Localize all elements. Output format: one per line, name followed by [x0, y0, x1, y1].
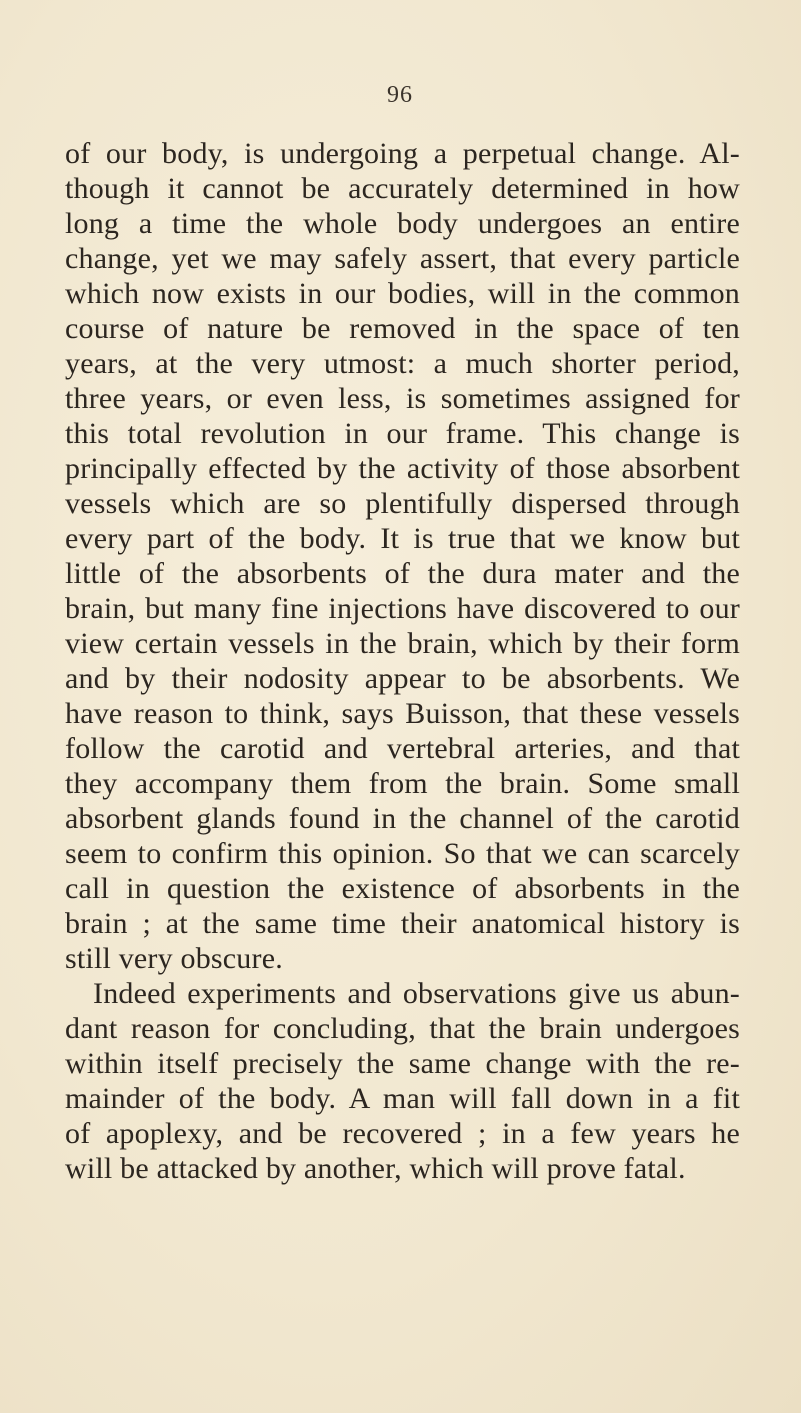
- text-line: call in question the existence of absorbents in the: [65, 872, 740, 905]
- text-line: little of the absorbents of the dura mater and the: [65, 557, 740, 590]
- text-line: and by their nodosity appear to be absorbents. We: [65, 662, 740, 695]
- text-line: have reason to think, says Buisson, that these vessels: [65, 697, 740, 730]
- text-line: Indeed experiments and observations give us abun-: [93, 977, 740, 1010]
- text-line: still very obscure.: [65, 942, 283, 975]
- text-line: which now exists in our bodies, will in the common: [65, 277, 740, 310]
- text-line: long a time the whole body undergoes an entire: [65, 207, 740, 240]
- text-line: every part of the body. It is true that we know but: [65, 522, 740, 555]
- text-line: seem to confirm this opinion. So that we can scarcely: [65, 837, 740, 870]
- text-line: vessels which are so plentifully dispersed through: [65, 487, 740, 520]
- text-line: this total revolution in our frame. This change is: [65, 417, 740, 450]
- text-line: brain ; at the same time their anatomical history is: [65, 907, 740, 940]
- text-line: follow the carotid and vertebral arteries, and that: [65, 732, 740, 765]
- text-line: three years, or even less, is sometimes assigned for: [65, 382, 740, 415]
- paragraph-1: [65, 136, 740, 976]
- text-line: change, yet we may safely assert, that every particle: [65, 242, 740, 275]
- text-line: though it cannot be accurately determined in how: [65, 172, 740, 205]
- text-line: of apoplexy, and be recovered ; in a few years he: [65, 1117, 740, 1150]
- text-line: view certain vessels in the brain, which by their form: [65, 627, 740, 660]
- text-line: course of nature be removed in the space of ten: [65, 312, 740, 345]
- text-line: mainder of the body. A man will fall down in a fit: [65, 1082, 740, 1115]
- text-line: absorbent glands found in the channel of the carotid: [65, 802, 740, 835]
- text-line: they accompany them from the brain. Some small: [65, 767, 740, 800]
- text-line: principally effected by the activity of those absorbent: [65, 452, 740, 485]
- text-line: dant reason for concluding, that the brain undergoes: [65, 1012, 740, 1045]
- text-line: of our body, is undergoing a perpetual change. Al-: [65, 137, 740, 170]
- body-text: [65, 136, 740, 1186]
- text-line: years, at the very utmost: a much shorter period,: [65, 347, 740, 380]
- paragraph-2: [65, 976, 740, 1186]
- text-line: brain, but many fine injections have discovered to our: [65, 592, 740, 625]
- text-line: within itself precisely the same change with the re-: [65, 1047, 740, 1080]
- page-number: 96: [387, 82, 413, 108]
- text-line: will be attacked by another, which will prove fatal.: [65, 1152, 686, 1185]
